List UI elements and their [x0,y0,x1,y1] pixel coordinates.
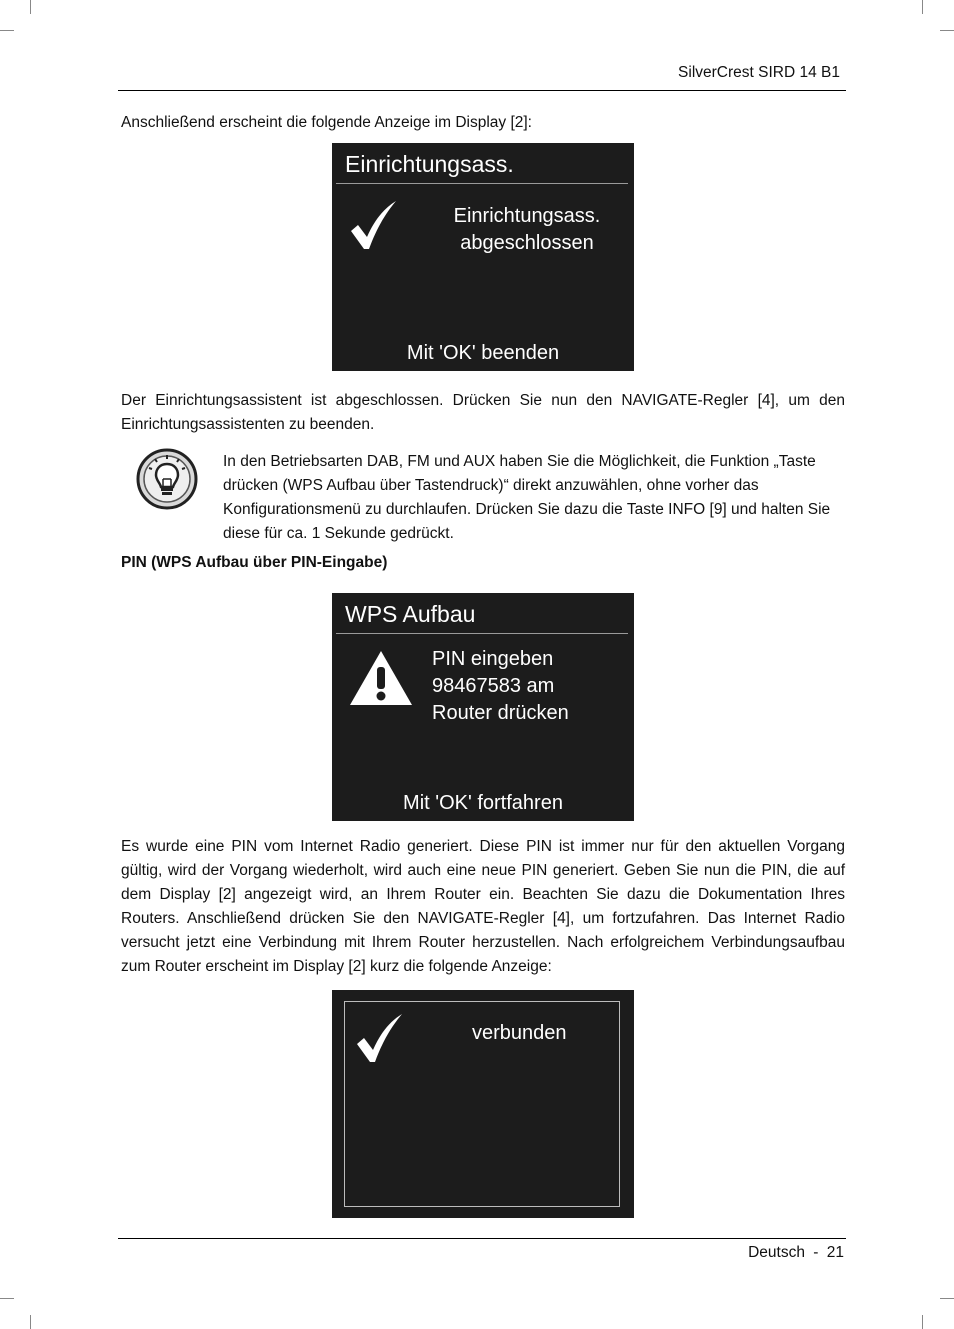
crop-mark [0,1298,14,1299]
footer-rule [118,1238,846,1239]
screen-footer: Mit 'OK' fortfahren [403,792,563,814]
warning-icon [348,649,414,707]
screen-message [432,646,569,727]
message-line: Einrichtungsass. [453,205,601,227]
message-line: 98467583 am [432,675,555,697]
crop-mark [922,0,923,14]
message-line: Router drücken [432,702,569,724]
screen-divider [336,183,628,184]
page-footer [748,1244,844,1262]
crop-mark [0,30,14,31]
checkmark-icon [354,1012,406,1066]
screen-footer: Mit 'OK' beenden [406,342,560,364]
tip-text: In den Betriebsarten DAB, FM und AUX haben Sie die Möglichkeit, die Funktion „Taste drücken (WPS Aufbau über Tastendruck)“ direkt anzuwählen, ohne vorher das Konfigurationsmenü zu durchlaufen. Drücken Sie dazu die Taste INFO [9] und halten Sie diese für ca. 1 Sekunde gedrückt. [223,453,831,542]
lightbulb-icon [136,448,198,510]
header-product: SilverCrest SIRD 14 B1 [678,64,840,81]
display-screen-connected [332,990,634,1218]
crop-mark [30,0,31,14]
checkmark-icon [348,199,400,253]
screen-title: Einrichtungsass. [345,151,514,177]
footer-language: Deutsch [748,1244,805,1261]
crop-mark [922,1315,923,1329]
crop-mark [30,1315,31,1329]
paragraph-setup-complete: Der Einrichtungsassistent ist abgeschlossen. Drücken Sie nun den NAVIGATE-Regler [4], um den Einrichtungsassistenten zu beenden. [121,392,845,433]
message-line: PIN eingeben [432,648,554,670]
footer-separator: - [813,1244,819,1261]
section-heading: PIN (WPS Aufbau über PIN-Eingabe) [121,554,388,571]
paragraph-pin-instructions: Es wurde eine PIN vom Internet Radio generiert. Diese PIN ist immer nur für den aktuellen Vorgang gültig, wird der Vorgang wiederholt, wird auch eine neue PIN generiert. Geben Sie nun die PIN, die auf dem Display [2] angezeigt wird, an Ihrem Router ein. Beachten Sie dazu die Dokumentation Ihres Routers. Anschließend drücken Sie den NAVIGATE-Regler [4], um fortzufahren. Das Internet Radio versucht jetzt eine Verbindung mit Ihrem Router herzustellen. Nach erfolgreichem Verbindungsaufbau zum Router erscheint im Display [2] kurz die folgende Anzeige: [121,838,845,975]
page-number: 21 [826,1244,844,1261]
screen-title: WPS Aufbau [345,601,476,627]
screen-message [432,203,622,257]
intro-text: Anschließend erscheint die folgende Anzeige im Display [2]: [121,114,532,131]
crop-mark [940,1298,954,1299]
display-screen-setup-complete [332,143,634,371]
display-screen-wps-pin [332,593,634,821]
screen-message: verbunden [472,1022,567,1044]
message-line: abgeschlossen [460,232,594,254]
crop-mark [940,30,954,31]
header-rule [118,90,846,91]
screen-divider [336,633,628,634]
